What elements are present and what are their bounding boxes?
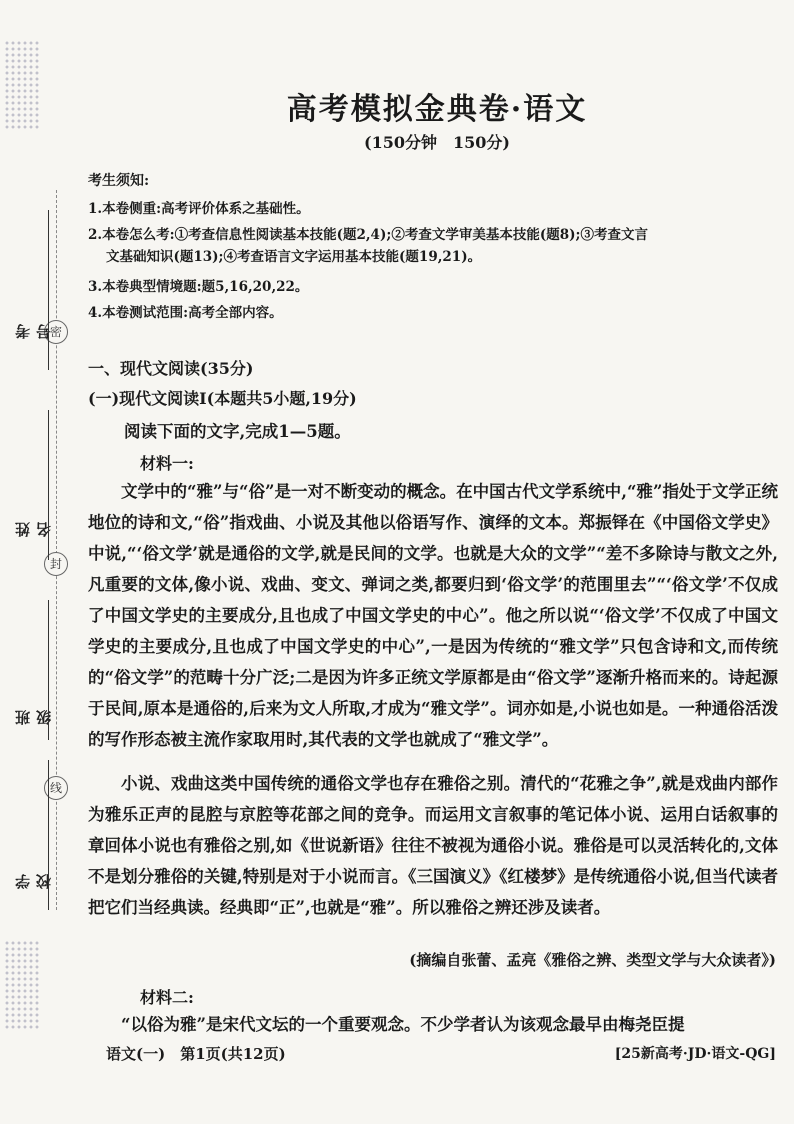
binding-dots-bottom (4, 940, 40, 1030)
instruction: 阅读下面的文字,完成1—5题。 (124, 422, 351, 441)
note-item-2-cont: 文基础知识(题13);④考查语言文字运用基本技能(题19,21)。 (106, 249, 482, 265)
footer-exam-code: [25新高考·JD·语文-QG] (614, 1046, 776, 1062)
material1-paragraph-2: 小说、戏曲这类中国传统的通俗文学也存在雅俗之别。清代的“花雅之争”,就是戏曲内部作为雅乐正声的昆腔与京腔等花部之间的竞争。而运用文言叙事的笔记体小说、运用白话叙事的章回体小说也有雅俗之别,如《世说新语》往往不被视为通俗小说。雅俗是可以灵活转化的,文体不是划分雅俗的关键,特别是对于小说而言。《三国演义》《红楼梦》是传统通俗小说,但当代读者把它们当经典读。经典即“正”,也就是“雅”。所以雅俗之辨还涉及读者。 (88, 774, 778, 917)
section-subtitle: (一)现代文阅读Ⅰ(本题共5小题,19分) (88, 389, 357, 408)
seal-char-mi: 密 (44, 320, 68, 344)
footer-page-info: 语文(一) 第1页(共12页) (106, 1045, 286, 1063)
main-content (88, 0, 786, 1124)
notes-heading: 考生须知: (88, 173, 150, 189)
material1-paragraph-1: 文学中的“雅”与“俗”是一对不断变动的概念。在中国古代文学系统中,“雅”指处于文学正统地位的诗和文,“俗”指戏曲、小说及其他以俗语写作、演绎的文本。郑振铎在《中国俗文学史》中说,“‘俗文学’就是通俗的文学,就是民间的文学。也就是大众的文学”“差不多除诗与散文之外,凡重要的文体,像小说、戏曲、变文、弹词之类,都要归到‘俗文学’的范围里去”“‘俗文学’不仅成了中国文学史的主要成分,且也成了中国文学史的中心”。他之所以说“‘俗文学’不仅成了中国文学史的主要成分,且也成了中国文学史的中心”,一是因为传统的“雅文学”只包含诗和文,而传统的“俗文学”的范畴十分广泛;二是因为许多正统文学原都是由“俗文学”逐渐升格而来的。诗起源于民间,原本是通俗的,后来为文人所取,才成为“雅文学”。词亦如是,小说也如是。一种通俗活泼的写作形态被主流作家取用时,其代表的文学也就成了“雅文学”。 (88, 482, 778, 749)
material2-paragraph-1: “以俗为雅”是宋代文坛的一个重要观念。不少学者认为该观念最早由梅尧臣提 (121, 1015, 685, 1034)
seal-char-xian: 线 (44, 776, 68, 800)
binding-dots-top (4, 40, 40, 130)
note-item-2: 2.本卷怎么考:①考查信息性阅读基本技能(题2,4);②考查文学审美基本技能(题8);③考查文言 (88, 227, 648, 243)
exam-subtitle: (150分钟 150分) (364, 133, 510, 152)
material1-source: (摘编自张蕾、孟亮《雅俗之辨、类型文学与大众读者》) (409, 951, 776, 969)
note-item-3: 3.本卷典型情境题:题5,16,20,22。 (88, 279, 309, 295)
seal-char-feng: 封 (44, 552, 68, 576)
field-line-name (48, 410, 49, 560)
field-label-name: 姓名 (14, 520, 53, 537)
note-item-1: 1.本卷侧重:高考评价体系之基础性。 (88, 201, 310, 217)
section-title: 一、现代文阅读(35分) (88, 359, 254, 378)
seal-dashed-line (56, 190, 57, 910)
field-line-class (48, 600, 49, 740)
note-item-4: 4.本卷测试范围:高考全部内容。 (88, 305, 283, 321)
field-label-school: 学校 (14, 872, 53, 889)
field-line-exam-number (48, 210, 49, 370)
material2-label: 材料二: (140, 988, 194, 1007)
field-label-class: 班级 (14, 708, 53, 725)
exam-title: 高考模拟金典卷·语文 (286, 92, 588, 127)
field-line-school (48, 760, 49, 910)
field-label-exam-number: 考号 (14, 322, 53, 339)
material1-label: 材料一: (140, 454, 194, 473)
